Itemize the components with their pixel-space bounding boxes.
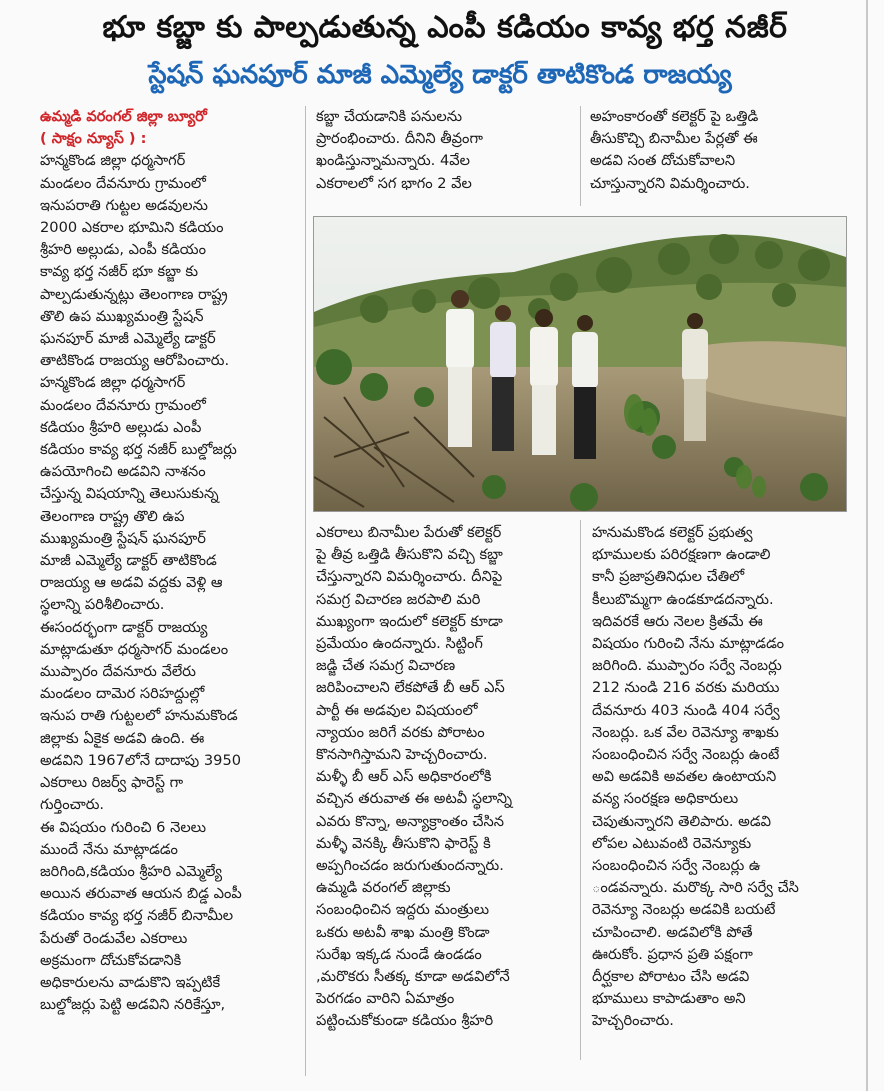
column-divider-1 bbox=[305, 106, 306, 1076]
subheadline: స్టేషన్ ఘనపూర్ మాజీ ఎమ్మెల్యే డాక్టర్ తాటికొండ రాజయ్య bbox=[148, 60, 732, 90]
column-2-bottom-text: ఎకరాలు బినామీల పేరుతో కలెక్టర్ పై తీవ్ర ఒత్తిడి తీసుకొని వచ్చి కబ్జా చేస్తున్నారని విమర్శించారు. దీనిపై సమగ్ర విచారణ జరపాలి మరి ముఖ్యంగా ఇందులో కలెక్టర్ కూడా ప్రమేయం ఉందన్నారు. సిట్టింగ్ జడ్జి చేత సమగ్ర విచారణ జరిపించాలని లేకపోతే బీ ఆర్ ఎస్ పార్టీ ఈ అడవుల విషయంలో న్యాయం జరిగే వరకు పోరాటం కొనసాగిస్తామని హెచ్చరించారు. మళ్ళీ బీ ఆర్ ఎస్ అధికారంలోకి వచ్చిన తరువాత ఈ అటవీ స్థలాన్ని ఎవరు కొన్నా, అన్యాక్రాంతం చేసిన మళ్ళీ వెనక్కి తీసుకొని ఫారెస్ట్ కి అప్పగించడం జరుగుతుందన్నారు. ఉమ్మడి వరంగల్ జిల్లాకు సంబంధించిన ఇద్దరు మంత్రులు ఒకరు అటవీ శాఖ మంత్రి కొండా సురేఖ ఇక్కడ నుండే ఉండడం ,మరొకరు సీతక్క కూడా అడవిలోనే పెరగడం వారిని ఏమాత్రం పట్టించుకోకుండా కడియం శ్రీహరి bbox=[316, 524, 513, 1030]
article-column-2-bottom bbox=[316, 522, 568, 1033]
news-photo bbox=[313, 216, 847, 512]
column-2-top-text: కబ్జా చేయడానికి పనులను ప్రారంభించారు. దీనిని తీవ్రంగా ఖండిస్తున్నామన్నారు. 4వేల ఎకరాలలో సగ భాగం 2 వేల bbox=[316, 108, 483, 192]
column-divider-2 bbox=[580, 106, 581, 206]
right-edge-rule bbox=[866, 0, 868, 1091]
article-column-1 bbox=[40, 106, 298, 1016]
headline: భూ కబ్జా కు పాల్పడుతున్న ఎంపీ కడియం కావ్య భర్త నజీర్ bbox=[102, 10, 788, 45]
article-column-3-bottom bbox=[592, 522, 844, 1033]
column-3-bottom-text: హనుమకొండ కలెక్టర్ ప్రభుత్వ భూములకు పరిరక్షణగా ఉండాలి కానీ ప్రజాప్రతినిధుల చేతిలో కీలుబొమ్మగా ఉండకూడదన్నారు. ఇదివరకే ఆరు నెలల క్రితమే ఈ విషయం గురించి నేను మాట్లాడడం జరిగింది. ముప్పారం సర్వే నెంబర్లు 212 నుండి 216 వరకు మరియు దేవనూరు 403 నుండి 404 సర్వే నెంబర్లు. ఒక వేల రెవెన్యూ శాఖకు సంబంధించిన సర్వే నెంబర్లు ఉంటే అవి అడవికి అవతల ఉంటాయని వన్య సంరక్షణ అధికారులు చెపుతున్నారని తెలిపారు. అడవి లోపల ఎటువంటి రెవెన్యూకు సంబంధించిన సర్వే నెంబర్లు ఉ ండవన్నారు. మరొక్క సారి సర్వే చేసి రెవెన్యూ నెంబర్లు అడవికి బయటే చూపించాలి. అడవిలోకి పోతే ఊరుకోం. ప్రధాన ప్రతి పక్షంగా దీర్ఘకాల పోరాటం చేసి అడవి భూములు కాపాడుతాం అని హెచ్చరించారు. bbox=[592, 524, 799, 1030]
column-divider-3 bbox=[580, 520, 581, 1060]
column-3-top-text: అహంకారంతో కలెక్టర్ పై ఒత్తిడి తీసుకొచ్చి బినామీల పేర్లతో ఈ అడవి సంత దోచుకోవాలని చూస్తున్నారని విమర్శించారు. bbox=[590, 108, 759, 192]
article-column-3-top bbox=[590, 106, 840, 195]
article-column-2-top bbox=[316, 106, 564, 195]
dateline: ఉమ్మడి వరంగల్ జిల్లా బ్యూరో ( సాక్షం న్యూస్ ) : bbox=[40, 108, 207, 148]
column-1-text: హన్మకొండ జిల్లా ధర్మసాగర్ మండలం దేవనూరు గ్రామంలో ఇనుపరాతి గుట్టల అడవులను 2000 ఎకరాల భూమిని కడియం శ్రీహరి అల్లుడు, ఎంపీ కడియం కావ్య భర్త నజీర్ భూ కబ్జా కు పాల్పడుతున్నట్లు తెలంగాణ రాష్ట్ర తొలి ఉప ముఖ్యమంత్రి స్టేషన్ ఘనపూర్ మాజీ ఎమ్మెల్యే డాక్టర్ తాటికొండ రాజయ్య ఆరోపించారు. హన్మకొండ జిల్లా ధర్మసాగర్ మండలం దేవనూరు గ్రామంలో కడియం శ్రీహరి అల్లుడు ఎంపీ కడియం కావ్య భర్త నజీర్ బుల్డోజర్లు ఉపయోగించి అడవిని నాశనం చేస్తున్న విషయాన్ని తెలుసుకున్న తెలంగాణ రాష్ట్ర తొలి ఉప ముఖ్యమంత్రి స్టేషన్ ఘనపూర్ మాజీ ఎమ్మెల్యే డాక్టర్ తాటికొండ రాజయ్య ఆ అడవి వద్దకు వెళ్లి ఆ స్థలాన్ని పరిశీలించారు. ఈసందర్భంగా డాక్టర్ రాజయ్య మాట్లాడుతూ ధర్మసాగర్ మండలం ముప్పారం దేవనూరు వేలేరు మండలం దామెర సరిహద్దుల్లో ఇనుప రాతి గుట్టలలో హనుమకొండ జిల్లాకు ఏకైక అడవి ఉంది. ఈ అడవిని 1967లోనే దాదాపు 3950 ఎకరాలు రిజర్వ్ ఫారెస్ట్ గా గుర్తించారు. ఈ విషయం గురించి 6 నెలలు ముందే నేను మాట్లాడడం జరిగింది,కడియం శ్రీహరి ఎమ్మెల్యే అయిన తరువాత ఆయన బిడ్డ ఎంపీ కడియం కావ్య భర్త నజీర్ బినామీల పేరుతో రెండువేల ఎకరాలు అక్రమంగా దోచుకోవడానికి అధికారులను వాడుకొని ఇప్పటికే బుల్డోజర్లు పెట్టి అడవిని నరికేస్తూ, bbox=[40, 152, 242, 1014]
